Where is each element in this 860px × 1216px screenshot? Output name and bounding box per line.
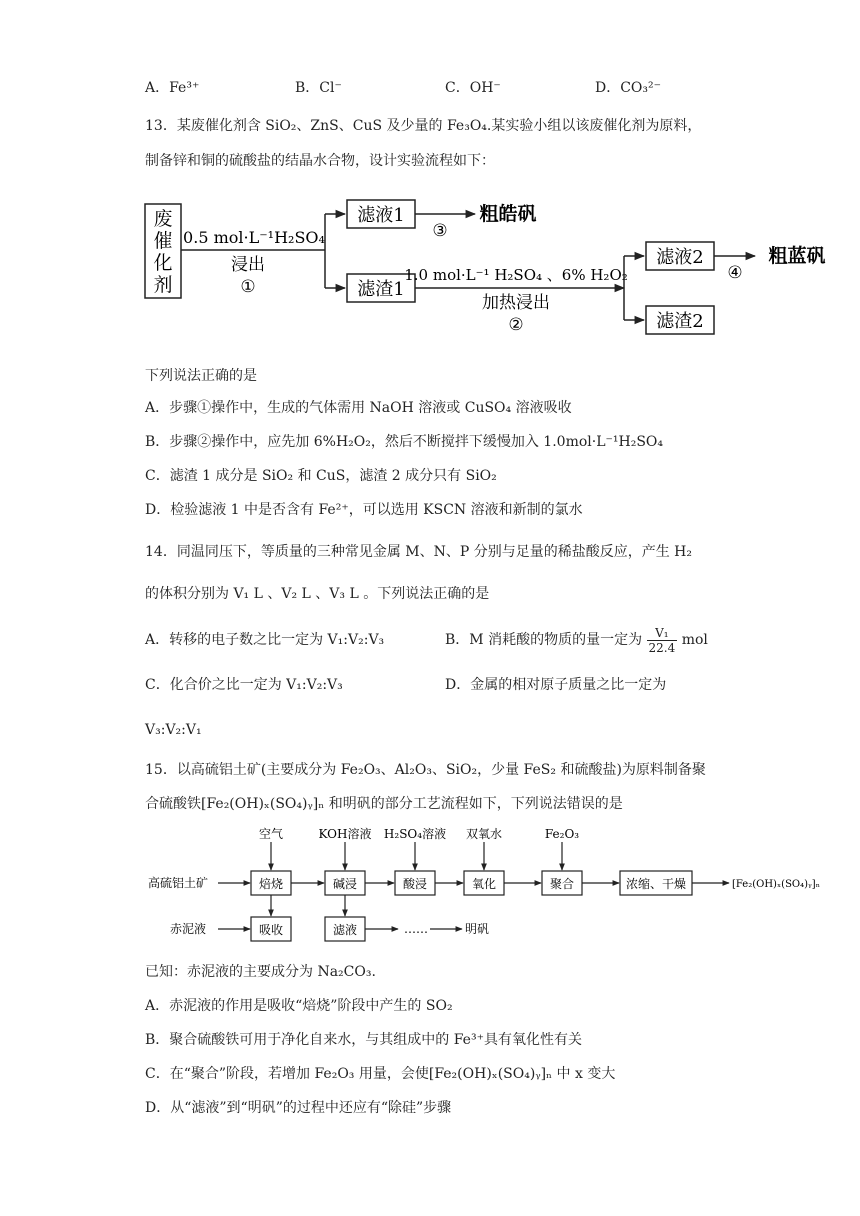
q15-filtrate: 滤液 <box>332 923 358 937</box>
q13-filtrate2: 滤液2 <box>656 247 704 268</box>
q12-option-d: D．CO₃²⁻ <box>595 80 662 96</box>
q13-product2: 粗蓝矾 <box>768 245 826 267</box>
q14-option-a: A．转移的电子数之比一定为 V₁:V₂:V₃ <box>145 632 385 648</box>
q12-option-a: A．Fe³⁺ <box>145 80 200 96</box>
q13-residue2: 滤渣2 <box>656 311 704 332</box>
q14-option-d-line2: V₃:V₂:V₁ <box>145 722 202 738</box>
q14-stem-line1: 14．同温同压下，等质量的三种常见金属 M、N、P 分别与足量的稀盐酸反应，产生 H₂ <box>145 544 692 560</box>
q13-option-c: C．滤渣 1 成分是 SiO₂ 和 CuS，滤渣 2 成分只有 SiO₂ <box>145 468 497 484</box>
q15-stem-line2: 合硫酸铁[Fe₂(OH)ₓ(SO₄)ᵧ]ₙ 和明矾的部分工艺流程如下，下列说法错误的是 <box>145 796 623 812</box>
q13-filtrate1: 滤液1 <box>357 205 405 226</box>
q15-roast: 焙烧 <box>258 877 284 891</box>
q13-step1-label: 浸出 <box>231 255 265 275</box>
q15-alum: 明矾 <box>465 922 490 936</box>
q13-stem-line2: 制备锌和铜的硫酸盐的结晶水合物，设计实验流程如下： <box>145 153 495 169</box>
q13-stem-line1: 13．某废催化剂含 SiO₂、ZnS、CuS 及少量的 Fe₃O₄.某实验小组以该废催化剂为原料， <box>145 118 702 134</box>
q15-oxidize: 氧化 <box>471 877 497 891</box>
q14-option-b-numerator: V₁ <box>647 626 678 641</box>
q15-option-c: C．在“聚合”阶段，若增加 Fe₂O₃ 用量，会使[Fe₂(OH)ₓ(SO₄)ᵧ]ₙ 中 x 变大 <box>145 1066 616 1082</box>
q13-option-a: A．步骤①操作中，生成的气体需用 NaOH 溶液或 CuSO₄ 溶液吸收 <box>145 400 572 416</box>
q15-raw: 高硫铝土矿 <box>148 876 209 890</box>
q15-flow-diagram <box>140 822 830 946</box>
q13-start-char2: 催 <box>153 230 173 252</box>
q14-option-b-prefix: B．M 消耗酸的物质的量一定为 <box>445 632 643 648</box>
q14-option-c: C．化合价之比一定为 V₁:V₂:V₃ <box>145 677 343 693</box>
q15-fe2o3: Fe₂O₃ <box>544 827 580 841</box>
q15-polymerize: 聚合 <box>549 877 575 891</box>
q13-prompt: 下列说法正确的是 <box>145 368 257 384</box>
q15-option-b: B．聚合硫酸铁可用于净化自来水，与其组成中的 Fe³⁺具有氧化性有关 <box>145 1032 582 1048</box>
q15-air: 空气 <box>258 827 284 841</box>
q15-alkali: 碱浸 <box>332 877 358 891</box>
q14-option-b-denominator: 22.4 <box>648 640 676 655</box>
q13-option-b: B．步骤②操作中，应先加 6%H₂O₂，然后不断搅拌下缓慢加入 1.0mol·L⁻¹H₂SO₄ <box>145 434 664 450</box>
q13-reagent2: 1.0 mol·L⁻¹ H₂SO₄ 、6% H₂O₂ <box>404 266 628 284</box>
q15-concentrate: 浓缩、干燥 <box>625 877 687 891</box>
q15-product: [Fe₂(OH)ₓ(SO₄)ᵧ]ₙ <box>732 879 821 890</box>
q12-option-c: C．OH⁻ <box>445 80 501 96</box>
q13-start-char1: 废 <box>153 208 173 230</box>
q13-start-char3: 化 <box>153 252 173 274</box>
q13-flow-diagram <box>140 188 840 338</box>
q13-step3-num: ③ <box>432 221 448 241</box>
q15-acid: 酸浸 <box>402 877 428 891</box>
q13-step2-num: ② <box>508 315 524 335</box>
q15-option-a: A．赤泥液的作用是吸收“焙烧”阶段中产生的 SO₂ <box>145 998 453 1014</box>
q15-red-mud: 赤泥液 <box>170 922 207 936</box>
q15-stem-line1: 15．以高硫铝土矿(主要成分为 Fe₂O₃、Al₂O₃、SiO₂，少量 FeS₂ 和硫酸盐)为原料制备聚 <box>145 762 706 778</box>
q12-option-b: B．Cl⁻ <box>295 80 342 96</box>
q15-h2o2: 双氧水 <box>465 827 503 841</box>
q14-option-b-unit: mol <box>681 632 708 648</box>
q13-reagent1: 0.5 mol·L⁻¹H₂SO₄ <box>183 228 325 247</box>
q15-h2so4: H₂SO₄溶液 <box>383 827 447 841</box>
q13-step2-label: 加热浸出 <box>482 293 550 313</box>
q13-residue1: 滤渣1 <box>357 279 405 300</box>
q15-koh: KOH溶液 <box>318 827 372 841</box>
q15-option-d: D．从“滤液”到“明矾”的过程中还应有“除硅”步骤 <box>145 1100 452 1116</box>
q15-known: 已知：赤泥液的主要成分为 Na₂CO₃. <box>145 964 376 980</box>
q13-step4-num: ④ <box>727 263 743 283</box>
q14-option-b <box>445 622 708 658</box>
q13-start-char4: 剂 <box>153 274 173 296</box>
q14-option-d-line1: D．金属的相对原子质量之比一定为 <box>445 677 667 693</box>
q14-option-b-fraction <box>647 626 678 655</box>
q15-absorb: 吸收 <box>258 923 284 937</box>
q13-option-d: D．检验滤液 1 中是否含有 Fe²⁺，可以选用 KSCN 溶液和新制的氯水 <box>145 502 583 518</box>
q15-dots: …… <box>404 922 428 936</box>
q13-step1-num: ① <box>240 277 256 297</box>
q14-stem-line2: 的体积分别为 V₁ L 、V₂ L 、V₃ L 。下列说法正确的是 <box>145 586 490 602</box>
q13-product1: 粗皓矾 <box>479 203 537 225</box>
